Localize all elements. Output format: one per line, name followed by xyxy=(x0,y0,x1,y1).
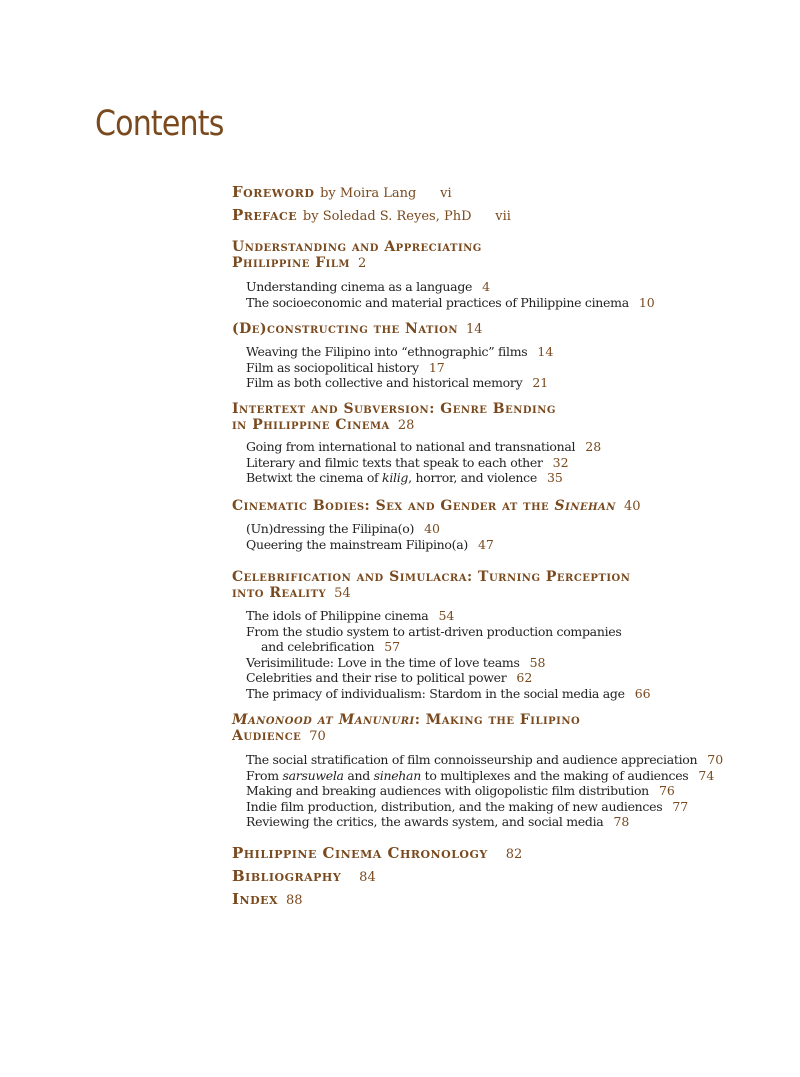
section-heading[interactable] xyxy=(232,239,655,272)
entry-page: 66 xyxy=(634,685,651,701)
toc-entry[interactable] xyxy=(246,624,651,640)
entry-page: 70 xyxy=(707,752,724,767)
entry-title: From xyxy=(246,767,283,783)
entry-title: to multiplexes and the making of audiences xyxy=(420,767,689,783)
entry-title: Making and breaking audiences with oligopolistic film distribution xyxy=(246,783,649,798)
entry-title: From the studio system to artist-driven production companies xyxy=(246,623,622,639)
toc-foreword-page: vi xyxy=(440,186,452,201)
entry-title: Reviewing the critics, the awards system, and social media xyxy=(246,814,604,829)
section-title-line2: Philippine Film xyxy=(232,255,350,271)
section-page: 14 xyxy=(466,322,483,337)
section-title-line2: Audience xyxy=(232,728,302,744)
entry-title: Film as both collective and historical memory xyxy=(246,375,523,390)
entry-page: 76 xyxy=(658,783,675,798)
entry-title: Going from international to national and transnational xyxy=(246,439,576,454)
section-heading[interactable] xyxy=(232,401,601,434)
section-title-line2: in Philippine Cinema xyxy=(232,417,390,433)
entry-page: 4 xyxy=(482,279,491,294)
toc-entry[interactable] xyxy=(246,375,553,391)
entry-page: 77 xyxy=(672,798,689,814)
section-page: 40 xyxy=(623,499,641,514)
toc-entry[interactable] xyxy=(246,783,723,799)
toc-foreword[interactable] xyxy=(232,184,452,202)
entry-page: 74 xyxy=(698,767,715,783)
toc-index[interactable] xyxy=(232,891,303,909)
entry-page: 40 xyxy=(424,521,440,536)
entry-page: 58 xyxy=(529,654,546,670)
toc-entry-continuation[interactable] xyxy=(246,639,651,655)
toc-bibliography[interactable] xyxy=(232,868,376,886)
toc-entry[interactable] xyxy=(246,655,651,671)
entry-title: The social stratification of film connoisseurship and audience appreciation xyxy=(246,752,698,767)
entry-title: (Un)dressing the Filipina(o) xyxy=(246,521,415,536)
section-page: 28 xyxy=(397,418,415,433)
toc-entry[interactable] xyxy=(246,279,655,295)
toc-entry[interactable] xyxy=(246,768,723,784)
entry-title-italic: sarsuwela xyxy=(282,767,344,783)
entry-title: and celebrification xyxy=(261,639,375,654)
toc-section-4 xyxy=(232,498,640,552)
toc-section-1 xyxy=(232,239,655,310)
toc-entry[interactable] xyxy=(246,814,723,830)
toc-index-label: Index xyxy=(232,890,279,908)
entry-title: The socioeconomic and material practices of Philippine cinema xyxy=(246,294,629,310)
entry-title-italic: sinehan xyxy=(373,767,421,783)
toc-chronology[interactable] xyxy=(232,845,522,863)
toc-entry[interactable] xyxy=(246,344,553,360)
entry-title: Film as sociopolitical history xyxy=(246,359,419,375)
section-heading[interactable] xyxy=(232,498,640,515)
section-heading[interactable] xyxy=(232,321,553,338)
entry-title: Betwixt the cinema of xyxy=(246,470,383,485)
section-heading[interactable] xyxy=(232,712,723,745)
toc-section-3 xyxy=(232,401,601,486)
section-page: 2 xyxy=(357,256,367,271)
entry-title: Indie film production, distribution, and the making of new audiences xyxy=(246,798,663,814)
section-title-italic: Manonood at Manunuri xyxy=(232,712,415,728)
toc-section-2 xyxy=(232,321,553,391)
section-title-line1: Celebrification and Simulacra: Turning Perception xyxy=(232,569,631,585)
toc-entry[interactable] xyxy=(246,521,640,537)
entry-title: and xyxy=(343,767,374,783)
entry-page: 17 xyxy=(428,359,445,375)
entry-title: The idols of Philippine cinema xyxy=(246,608,429,623)
toc-foreword-author: by Moira Lang xyxy=(320,186,417,201)
toc-entry[interactable] xyxy=(246,439,601,455)
section-page: 70 xyxy=(309,729,326,744)
toc-preface-page: vii xyxy=(495,209,511,224)
toc-entry[interactable] xyxy=(246,295,655,311)
entry-page: 78 xyxy=(613,814,630,829)
entry-page: 57 xyxy=(384,639,401,654)
entry-page: 14 xyxy=(537,344,554,359)
toc-index-page: 88 xyxy=(286,893,303,908)
toc-chronology-label: Philippine Cinema Chronology xyxy=(232,844,488,862)
section-title-line1: Cinematic Bodies: Sex and Gender at the xyxy=(232,498,555,514)
toc-entry[interactable] xyxy=(246,670,651,686)
toc-entry[interactable] xyxy=(246,470,601,486)
toc-entry[interactable] xyxy=(246,752,723,768)
entry-page: 10 xyxy=(638,294,655,310)
section-title-italic: Sinehan xyxy=(554,498,616,514)
toc-section-5 xyxy=(232,569,651,701)
toc-bibliography-page: 84 xyxy=(359,870,376,885)
toc-section-6 xyxy=(232,712,723,830)
section-title-line1: Intertext and Subversion: Genre Bending xyxy=(232,401,556,417)
toc-entry[interactable] xyxy=(246,686,651,702)
toc-entry[interactable] xyxy=(246,537,640,553)
entry-page: 21 xyxy=(532,375,549,390)
page-title: Contents xyxy=(95,104,224,144)
section-title-line2: into Reality xyxy=(232,585,327,601)
entry-title: Queering the mainstream Filipino(a) xyxy=(246,536,468,552)
toc-preface-label: Preface xyxy=(232,206,298,224)
toc-entry[interactable] xyxy=(246,455,601,471)
entry-title-italic: kilig xyxy=(382,470,409,485)
toc-entry[interactable] xyxy=(246,360,553,376)
section-heading[interactable] xyxy=(232,569,651,602)
toc-bibliography-label: Bibliography xyxy=(232,867,342,885)
entry-page: 62 xyxy=(516,670,533,685)
section-title-line1: (De)constructing the Nation xyxy=(232,321,459,337)
toc-chronology-page: 82 xyxy=(505,847,523,862)
entry-title: , horror, and violence xyxy=(408,470,537,485)
entry-page: 32 xyxy=(552,454,569,470)
section-title-line1: : Making the Filipino xyxy=(414,712,581,728)
entry-title: Weaving the Filipino into “ethnographic” films xyxy=(246,344,528,359)
toc-entry[interactable] xyxy=(246,799,723,815)
entry-title: Understanding cinema as a language xyxy=(246,279,473,294)
entry-page: 54 xyxy=(438,608,455,623)
toc-preface-author: by Soledad S. Reyes, PhD xyxy=(302,209,472,224)
toc-entry[interactable] xyxy=(246,608,651,624)
toc-preface[interactable] xyxy=(232,207,511,225)
entry-page: 35 xyxy=(546,470,563,485)
entry-page: 47 xyxy=(477,536,494,552)
entry-title: Literary and filmic texts that speak to each other xyxy=(246,454,543,470)
section-title-line1: Understanding and Appreciating xyxy=(232,239,482,255)
entry-title: The primacy of individualism: Stardom in the social media age xyxy=(246,685,625,701)
section-page: 54 xyxy=(334,586,351,601)
entry-title: Verisimilitude: Love in the time of love teams xyxy=(246,654,520,670)
entry-page: 28 xyxy=(585,439,602,454)
entry-title: Celebrities and their rise to political power xyxy=(246,670,507,685)
toc-foreword-label: Foreword xyxy=(232,183,315,201)
